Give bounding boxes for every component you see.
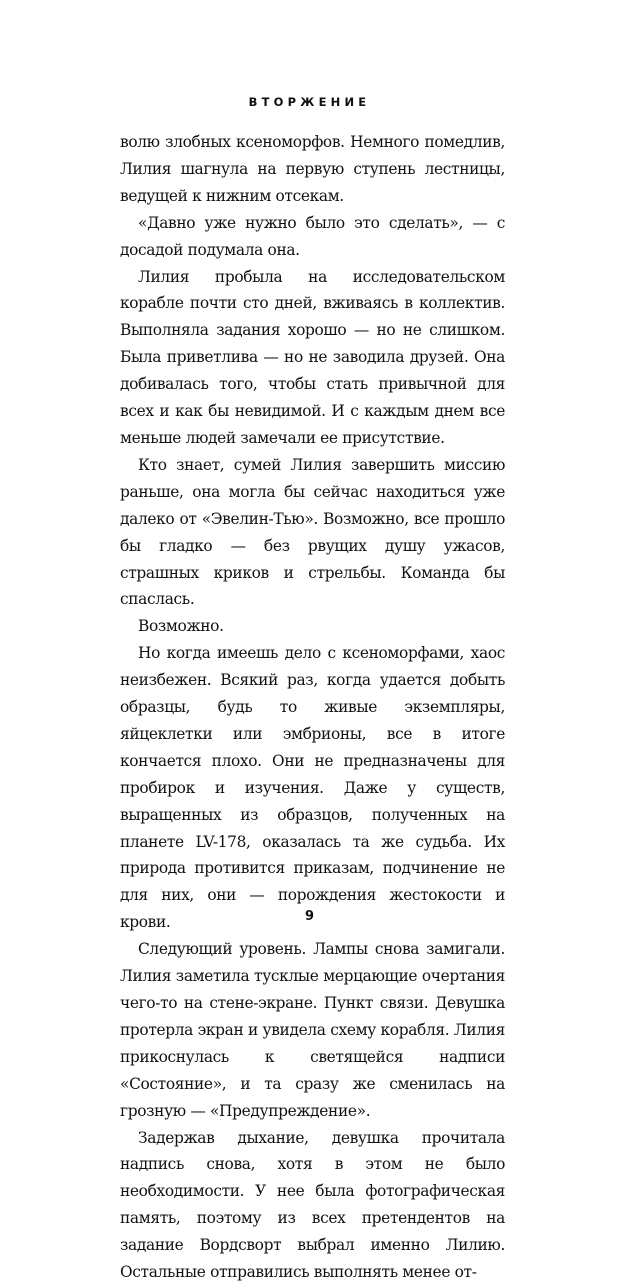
paragraph: Возможно. [138,617,224,636]
page-number: 9 [304,909,315,924]
paragraph: Кто знает, сумей Лилия завершить миссию раньше, она могла бы сейчас находиться уже далеко от «Эвелин-Тью». Возможно, все прошло бы гладко — без рвущих душу ужасов, страшных криков и стрельбы. Команда бы спаслась. [120,455,505,609]
paragraph: Лилия пробыла на исследовательском корабле почти сто дней, вживаясь в коллектив. Выполняла задания хорошо — но не слишком. Была приветлива — но не заводила друзей. Она добивалась того, чтобы стать привычной для всех и как бы невидимой. И с каждым днем все меньше людей замечали ее присутствие. [120,267,505,447]
paragraph: Но когда имеешь дело с ксеноморфами, хаос неизбежен. Всякий раз, когда удается добыть образцы, будь то живые экземпляры, яйцеклетки или эмбрионы, все в итоге кончается плохо. Они не предназначены для пробирок и изучения. Даже у существ, выращенных из образцов, полученных на планете LV-178, оказалась та же судьба. Их природа противится приказам, подчинение не для них, они — порождения жестокости и крови. [120,644,505,932]
paragraph: Задержав дыхание, девушка прочитала надпись снова, хотя в этом не было необходимости. У нее была фотографическая память, поэтому из всех претендентов на задание Вордсворт выбрал именно Лилию. Остальные отправились выполнять менее от- [120,1128,505,1282]
running-head: ВТОРЖЕНИЕ [248,95,371,109]
paragraph: волю злобных ксеноморфов. Немного помедлив, Лилия шагнула на первую ступень лестницы, ведущей к нижним отсекам. [120,133,505,205]
body-text [120,129,505,1286]
paragraph: Следующий уровень. Лампы снова замигали. Лилия заметила тусклые мерцающие очертания чего-то на стене-экране. Пункт связи. Девушка протерла экран и увидела схему корабля. Лилия прикоснулась к светящейся надписи «Состояние», и та сразу же сменилась на грозную — «Предупреждение». [120,940,505,1120]
paragraph: «Давно уже нужно было это сделать», — с досадой подумала она. [120,213,505,259]
